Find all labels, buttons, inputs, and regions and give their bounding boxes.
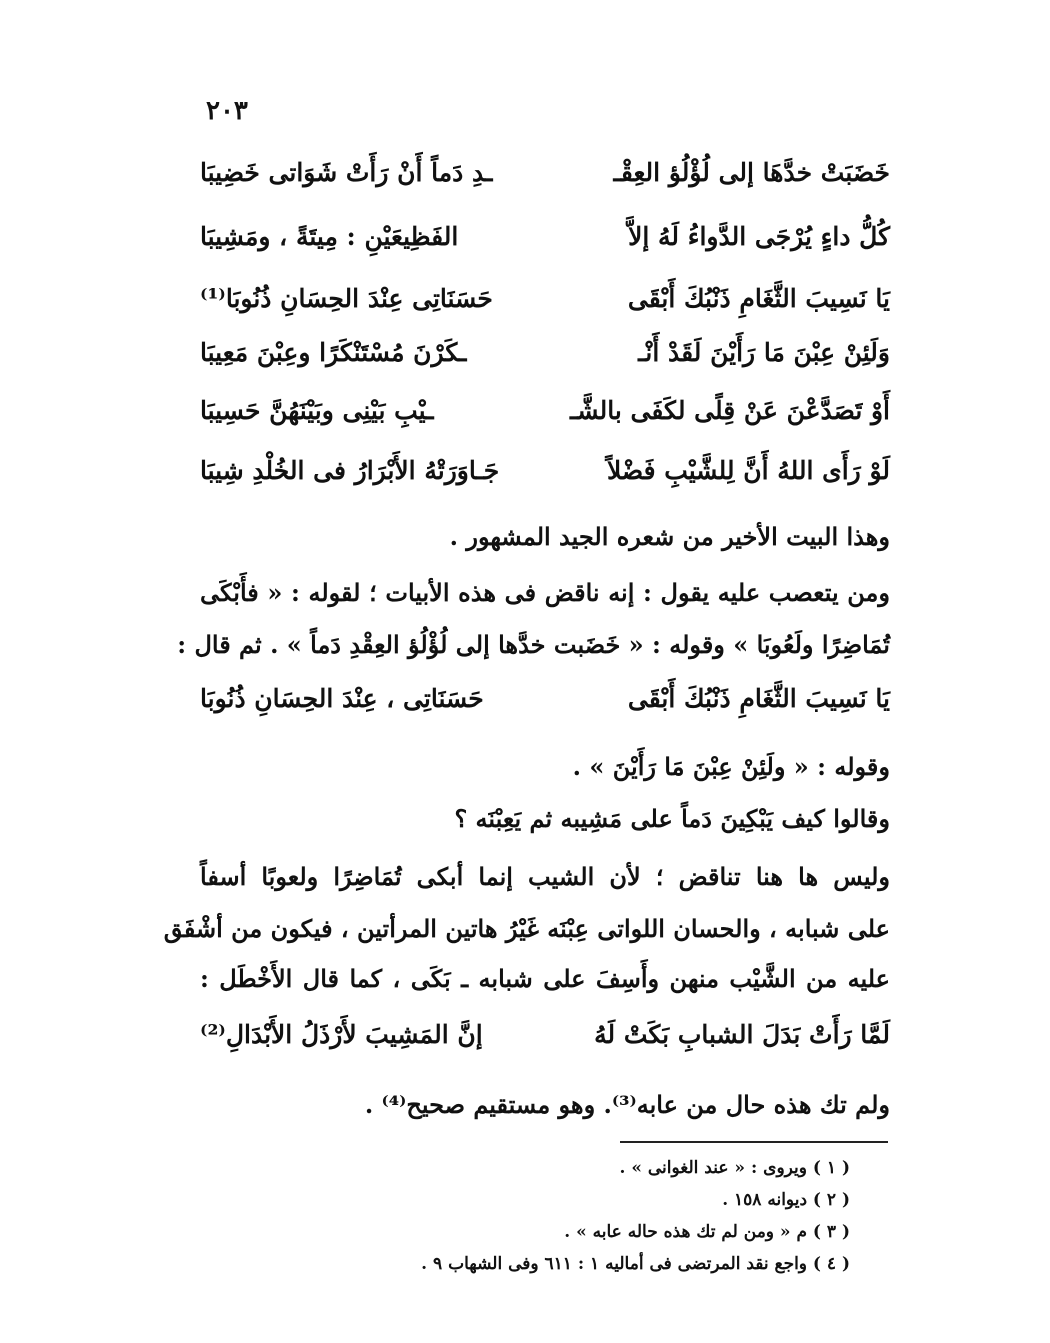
verse-first-hemistich: خَضَبَتْ خدَّهَا إلى لُؤْلُؤ العِقْـ (613, 158, 890, 187)
footnote: ( ٤ ) واجع نقد المرتضى فى أماليه ١ : ٦١١ وفى الشهاب ٩ . (421, 1254, 850, 1274)
verse-second-hemistich: حَسَنَاتِى عِنْدَ الحِسَانِ ذُنُوبَا⁽¹⁾ (200, 284, 493, 313)
footnote: ( ٢ ) ديوانه ١٥٨ . (722, 1190, 850, 1210)
verse-second-hemistich: ـكَرْنَ مُسْتَنْكَرًا وعِبْنَ مَعِيبَا (200, 338, 467, 367)
verse-line (200, 284, 890, 334)
paragraph-line: تُمَاضِرًا ولَعُوبَا » وقوله : « خَضَبت خدَّها إلى لُؤْلُؤ العِقْدِ دَماً » . ثم قال : (177, 630, 890, 659)
paragraph-line: على شبابه ، والحسان اللواتى عِبْنَه غَيْرُ هاتين المرأتين ، فيكون من أشْفَق (163, 914, 890, 943)
paragraph-line: ولم تك هذه حال من عابه⁽³⁾. وهو مستقيم صحيح⁽⁴⁾ . (364, 1090, 890, 1119)
verse-line-akhtal (200, 1020, 890, 1070)
verse-second-hemistich: ـدِ دَماً أَنْ رَأَتْ شَوَاتى خَضِيبَا (200, 158, 493, 187)
footnotes (400, 1152, 850, 1280)
verse-second-hemistich: إنَّ المَشِيبَ لأَرْذَلُ الأَبْدَالِ⁽²⁾ (200, 1020, 483, 1049)
footnote: ( ٣ ) م « ومن لم تك هذه حاله عابه » . (564, 1222, 850, 1242)
verse-line (200, 456, 890, 506)
verse-first-hemistich: كُلُّ داءٍ يُرْجَى الدَّواءُ لَهُ إلاَّ (628, 222, 890, 251)
verse-second-hemistich: جَـاوَرَتْهُ الأَبْرَارُ فى الخُلْدِ شِيبَا (200, 456, 500, 485)
verse-first-hemistich: لَمَّا رَأَتْ بَدَلَ الشبابِ بَكَتْ لَهُ (594, 1020, 890, 1049)
paragraph-line: ومن يتعصب عليه يقول : إنه ناقض فى هذه الأبيات ؛ لقوله : « فأَبْكَى (200, 578, 890, 607)
verse-first-hemistich: وَلَئِنْ عِبْنَ مَا رَأَيْنَ لَقَدْ أَنْـ (638, 338, 890, 367)
verse-line (200, 222, 890, 272)
verse-second-hemistich: الفَظِيعَيْنِ : مِيتَةً ، ومَشِيبَا (200, 222, 459, 251)
page-number: ٢٠٣ (206, 96, 248, 126)
verse-first-hemistich: يَا نَسِيبَ الثَّغَامِ ذَنْبُكَ أَبْقَى (627, 684, 890, 713)
verse-line (200, 338, 890, 388)
verse-line (200, 396, 890, 446)
verse-first-hemistich: لَوْ رَأَى اللهُ أَنَّ لِلشَّيْبِ فَضْلاً (606, 456, 890, 485)
paragraph-line: وهذا البيت الأخير من شعره الجيد المشهور . (449, 522, 890, 551)
verse-second-hemistich: ـيْبِ بَيْنِى وبَيْنَهُنَّ حَسِيبَا (200, 396, 434, 425)
paragraph-line: عليه من الشَّيْب منهن وأَسِفَ على شبابه ـ بَكَى ، كما قال الأَخْطَل : (200, 964, 890, 993)
verse-line-quote (200, 684, 890, 734)
paragraph-line: وقالوا كيف يَبْكِينَ دَماً على مَشِيبه ثم يَعِبْنَه ؟ (454, 804, 890, 833)
paragraph-line: وقوله : « ولَئِنْ عِبْنَ مَا رَأَيْنَ » . (572, 752, 890, 781)
verse-first-hemistich: أَوْ تَصَدَّعْنَ عَنْ قِلًى لكَفَى بالشَّـ (570, 396, 890, 425)
verse-second-hemistich: حَسَنَاتِى ، عِنْدَ الحِسَانِ ذُنُوبَا (200, 684, 484, 713)
paragraph-line: وليس ها هنا تناقض ؛ لأن الشيب إنما أبكى تُمَاضِرًا ولعوبًا أسفاً (200, 862, 890, 891)
verse-line (200, 158, 890, 208)
verse-first-hemistich: يَا نَسِيبَ الثَّغَامِ ذَنْبُكَ أَبْقَى (627, 284, 890, 313)
footnote: ( ١ ) ويروى : « عند الغوانى » . (619, 1158, 850, 1178)
footnote-divider (620, 1141, 888, 1143)
